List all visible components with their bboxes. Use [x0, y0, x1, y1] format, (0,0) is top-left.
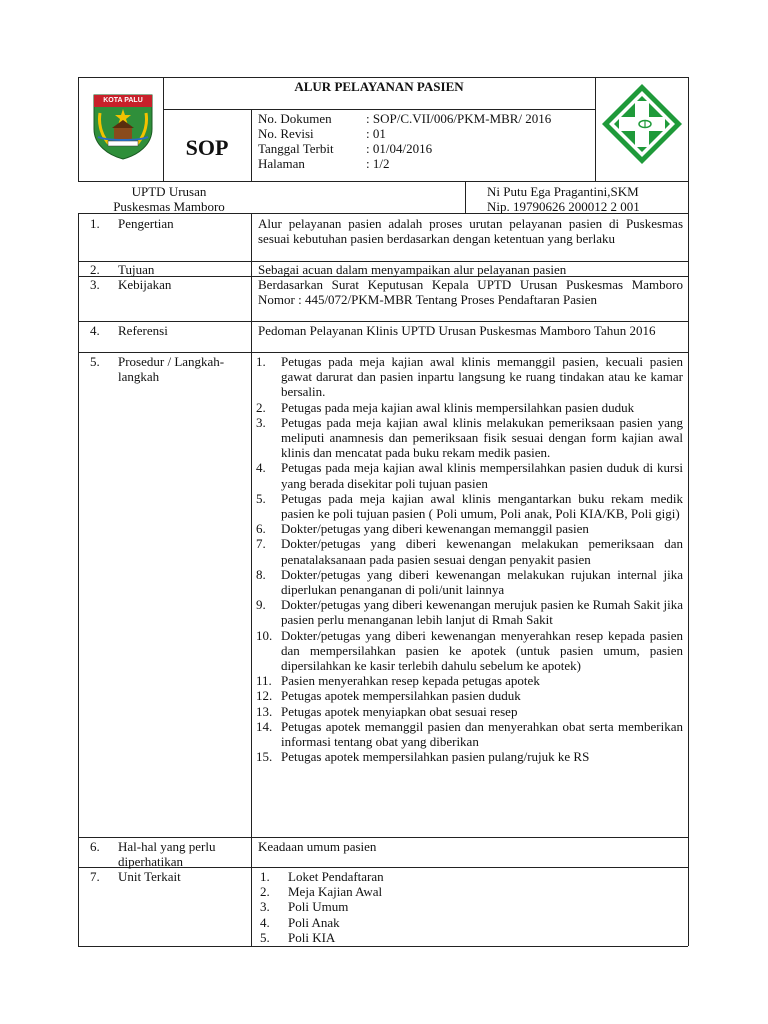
procedure-step-text: Petugas pada meja kajian awal klinis mengantarkan buku rekam medik pasien ke poli tujuan pasien ( Poli umum, Poli anak, Poli KIA/KB, Poli gigi)	[281, 490, 683, 522]
procedure-step-text: Petugas apotek mempersilahkan pasien pulang/rujuk ke RS	[281, 749, 590, 765]
section-number-2: 2.	[90, 262, 100, 277]
procedure-step-number: 7.	[256, 536, 266, 552]
procedure-list	[256, 354, 683, 764]
procedure-step	[256, 354, 683, 400]
procedure-step	[256, 415, 683, 461]
section-label-prosedur-line-2: langkah	[118, 369, 160, 384]
section-label-tujuan: Tujuan	[118, 262, 155, 277]
procedure-step	[256, 597, 683, 627]
doc-field-label-1: No. Dokumen	[258, 111, 332, 126]
kota-palu-logo	[88, 89, 158, 161]
doc-field-label-2: No. Revisi	[258, 126, 314, 141]
procedure-step-number: 2.	[256, 399, 266, 415]
related-unit-item	[256, 884, 683, 899]
procedure-step-text: Dokter/petugas yang diberi kewenangan merujuk pasien ke Rumah Sakit jika pasien perlu menanganan lebih lanjut di Rmah Sakit	[281, 597, 683, 628]
org-name-line-2: Puskesmas Mamboro	[113, 199, 225, 214]
section-content-referensi: Pedoman Pelayanan Klinis UPTD Urusan Puskesmas Mamboro Tahun 2016	[258, 323, 656, 338]
related-unit-item	[256, 899, 683, 914]
procedure-step-text: Pasien menyerahkan resep kepada petugas apotek	[281, 673, 540, 689]
section-number-7: 7.	[90, 869, 100, 884]
puskesmas-logo	[599, 81, 685, 167]
procedure-step	[256, 491, 683, 521]
procedure-step-number: 13.	[256, 703, 273, 719]
procedure-step-number: 4.	[256, 460, 266, 476]
procedure-step	[256, 704, 683, 719]
procedure-step	[256, 719, 683, 749]
procedure-step-text: Petugas pada meja kajian awal klinis melakukan pemeriksaan pasien yang meliputi anamnesis dan pemeriksaan fisik sesuai dengan form kajian awal klinis dan mencatat pada buku rekam medik pasien.	[281, 414, 683, 461]
related-unit-text: Loket Pendaftaran	[288, 869, 384, 884]
procedure-step	[256, 628, 683, 674]
related-unit-number: 3.	[260, 899, 270, 915]
related-unit-text: Meja Kajian Awal	[288, 884, 383, 900]
procedure-step	[256, 536, 683, 566]
related-units-list	[256, 869, 683, 945]
procedure-step-number: 3.	[256, 414, 266, 430]
procedure-step-number: 10.	[256, 627, 273, 643]
procedure-step	[256, 567, 683, 597]
signatory-nip: Nip. 19790626 200012 2 001	[487, 199, 640, 214]
section-number-4: 4.	[90, 323, 100, 338]
procedure-step-number: 1.	[256, 354, 266, 369]
procedure-step-text: Petugas pada meja kajian awal klinis memanggil pasien, kecuali pasien gawat darurat dan pasien inpartu langsung ke ruang tindakan atau ke kamar bersalin.	[281, 354, 683, 400]
procedure-step-number: 6.	[256, 521, 266, 537]
related-unit-text: Poli KIA	[288, 929, 336, 945]
doc-field-label-4: Halaman	[258, 156, 305, 171]
section-content-pengertian: Alur pelayanan pasien adalah proses urutan pelayanan pasien di Puskesmas sesuai kebutuhan pasien berdasarkan dengan ketentuan yang berlaku	[258, 216, 683, 247]
procedure-step-text: Petugas pada meja kajian awal klinis mempersilahkan pasien duduk di kursi yang berada disekitar poli tujuan pasien	[281, 460, 683, 491]
procedure-step-text: Petugas apotek menyiapkan obat sesuai resep	[281, 703, 518, 719]
section-label-referensi: Referensi	[118, 323, 168, 338]
section-number-3: 3.	[90, 277, 100, 292]
related-unit-item	[256, 869, 683, 884]
section-label-hal-line-2: diperhatikan	[118, 854, 183, 869]
section-label-kebijakan: Kebijakan	[118, 277, 172, 292]
doc-field-label-3: Tanggal Terbit	[258, 141, 334, 156]
section-number-1: 1.	[90, 216, 100, 231]
procedure-step-number: 9.	[256, 597, 266, 613]
doc-field-value-3: : 01/04/2016	[366, 141, 433, 156]
org-name-line-1: UPTD Urusan	[131, 184, 207, 199]
procedure-step-text: Dokter/petugas yang diberi kewenangan melakukan rujukan internal jika diperlukan penanganan di poli/unit lainnya	[281, 566, 683, 598]
procedure-step-number: 14.	[256, 718, 273, 734]
doc-field-value-4: : 1/2	[366, 156, 390, 171]
related-unit-item	[256, 930, 683, 945]
section-content-tujuan: Sebagai acuan dalam menyampaikan alur pelayanan pasien	[258, 262, 567, 277]
section-content-kebijakan: Berdasarkan Surat Keputusan Kepala UPTD Urusan Puskesmas Mamboro Nomor : 445/072/PKM-MBR Tentang Proses Pendaftaran Pasien	[258, 277, 683, 308]
procedure-step	[256, 749, 683, 764]
procedure-step	[256, 521, 683, 536]
procedure-step-text: Dokter/petugas yang diberi kewenangan menyerahkan resep kepada pasien dan mempersilahkan pasien ke apotek (untuk pasien umum, pasien dipersilahkan ke kasir terlebih dahulu sebelum ke apotek)	[281, 627, 683, 674]
procedure-step	[256, 688, 683, 703]
related-unit-number: 5.	[260, 929, 270, 945]
procedure-step	[256, 460, 683, 490]
doc-field-value-2: : 01	[366, 126, 386, 141]
section-label-prosedur-line-1: Prosedur / Langkah-	[118, 354, 225, 369]
section-label-unit-terkait: Unit Terkait	[118, 869, 181, 884]
procedure-step-text: Petugas apotek mempersilahkan pasien duduk	[281, 688, 521, 704]
procedure-step-text: Petugas pada meja kajian awal klinis mempersilahkan pasien duduk	[281, 399, 635, 415]
related-unit-text: Poli Umum	[288, 899, 349, 915]
section-label-pengertian: Pengertian	[118, 216, 174, 231]
doc-field-value-1: : SOP/C.VII/006/PKM-MBR/ 2016	[366, 111, 552, 126]
logo-caption: KOTA PALU	[103, 97, 143, 104]
procedure-step-number: 8.	[256, 566, 266, 582]
related-unit-number: 1.	[260, 869, 270, 884]
signatory-name: Ni Putu Ega Pragantini,SKM	[487, 184, 639, 199]
procedure-step-text: Dokter/petugas yang diberi kewenangan melakukan pemeriksaan dan penatalaksanaan pada pasien sesuai dengan penyakit pasien	[281, 536, 683, 567]
procedure-step-number: 15.	[256, 749, 273, 765]
procedure-step	[256, 400, 683, 415]
section-label-hal-line-1: Hal-hal yang perlu	[118, 839, 216, 854]
related-unit-text: Poli Anak	[288, 914, 340, 930]
related-unit-number: 2.	[260, 884, 270, 900]
related-unit-item	[256, 915, 683, 930]
procedure-step-number: 11.	[256, 673, 272, 689]
section-number-5: 5.	[90, 354, 100, 369]
procedure-step	[256, 673, 683, 688]
procedure-step-number: 5.	[256, 490, 266, 506]
section-number-6: 6.	[90, 839, 100, 854]
related-unit-number: 4.	[260, 914, 270, 930]
document-title: ALUR PELAYANAN PASIEN	[294, 79, 464, 94]
procedure-step-number: 12.	[256, 688, 273, 704]
procedure-step-text: Petugas apotek memanggil pasien dan menyerahkan obat serta memberikan informasi tentang obat yang diberikan	[281, 718, 683, 750]
sop-label: SOP	[185, 135, 229, 160]
section-content-hal: Keadaan umum pasien	[258, 839, 377, 854]
procedure-step-text: Dokter/petugas yang diberi kewenangan memanggil pasien	[281, 521, 589, 537]
